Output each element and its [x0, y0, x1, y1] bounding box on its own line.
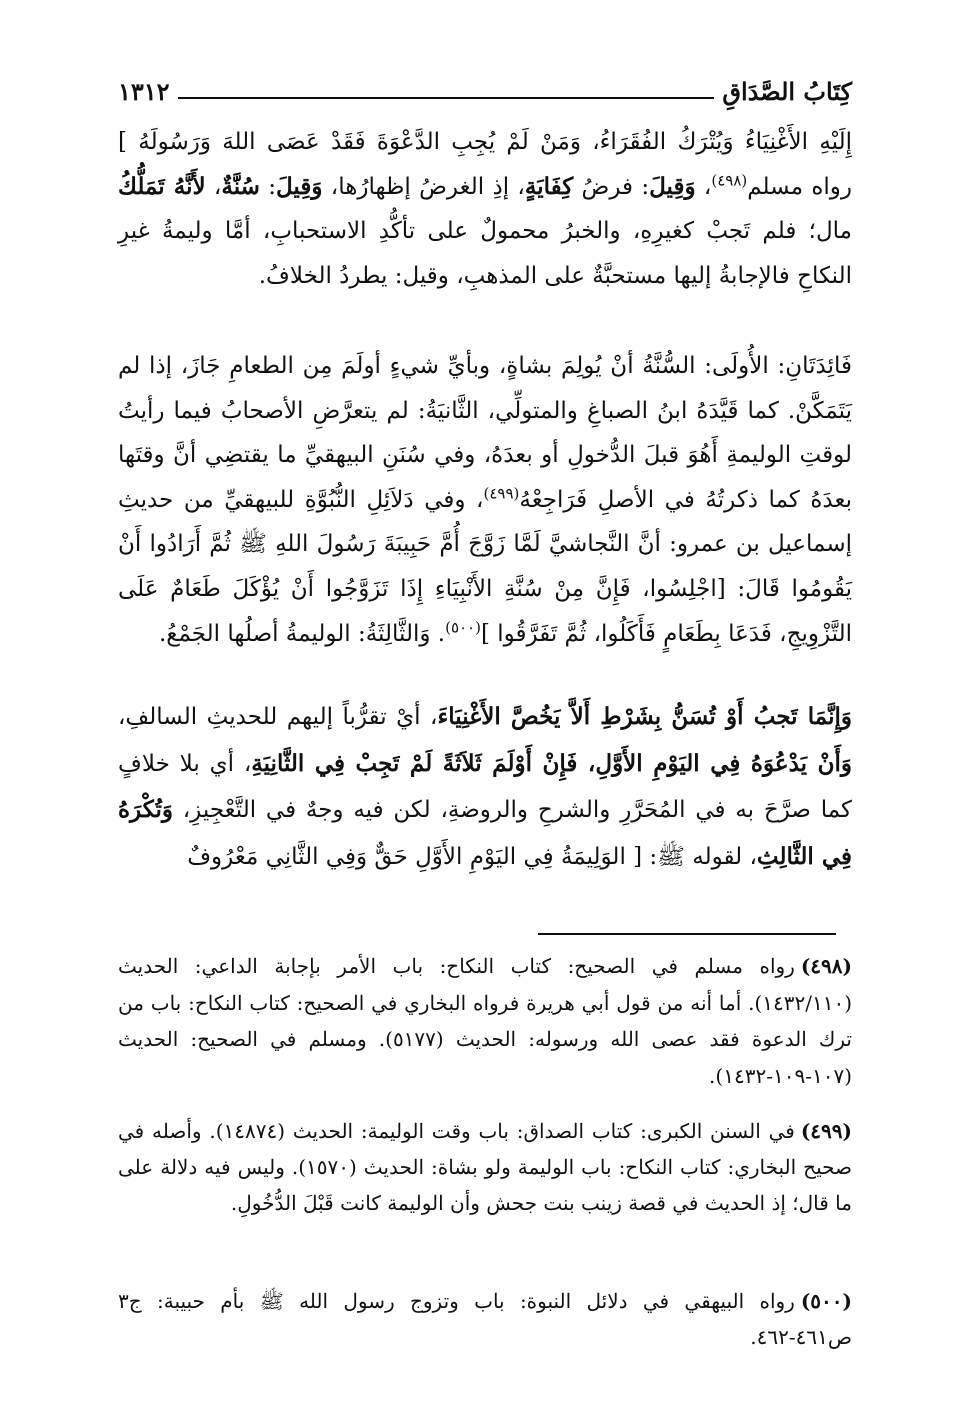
- matn-text: وَقِيلَ: [649, 172, 696, 200]
- matn-text: سُنَّةٌ: [221, 172, 260, 200]
- footnote-498: [118, 948, 852, 1094]
- commentary-text: ، لقوله ﷺ: [ الوَلِيمَةُ فِي اليَوْمِ الأَوَّلِ حَقٌّ وَفِي الثَّانِي مَعْرُوفٌ: [187, 843, 757, 870]
- commentary-text: . وَالثَّالِثَةُ: الوليمةُ أصلُها الجَمْعُ.: [158, 620, 446, 647]
- matn-text: وَإِنَّمَا تَجبُ أَوْ تُسَنُّ بِشَرْطِ أَلاَّ يَخُصَّ الأَغْنِيَاءَ: [437, 703, 852, 730]
- commentary-text: : فرضُ: [573, 173, 650, 200]
- commentary-text: فَائِدَتَانِ: الأُولَى: السُّنَّةُ أنْ يُولِمَ بشاةٍ، وبأيِّ شيءٍ أولَمَ مِن الطعامِ جَازَ، إذا لم يَتَمَكَّنْ. كما قَيَّدَهُ ابنُ الصباغِ والمتولِّي، الثَّانيَةُ: لم يتعرَّضِ الأصحابُ فيما رأيتُ لوقتِ الوليمةِ أَهُوَ قبلَ الدُّخولِ أو بعدَهُ، وفي سُنَنِ البيهقيِّ ما يقتضِي أنَّ وقتَها بعدَهُ كما ذكرتُهُ في الأصلِ فَرَاجِعْهُ: [118, 353, 852, 513]
- footnote-reference: (٤٩٩): [483, 484, 520, 503]
- running-header: [118, 66, 852, 106]
- footnote-reference: (٤٩٨): [711, 170, 748, 189]
- footnote-500: [118, 1283, 852, 1355]
- page-number: ١٣١٢: [118, 77, 170, 106]
- commentary-text: إِلَيْهِ الأَغْنِيَاءُ وَيُتْرَكُ الفُقَرَاءُ، وَمَنْ لَمْ يُجِبِ الدَّعْوَةَ فَقَدْ عَصَى اللهَ وَرَسُولَهُ ] رواه مسلم: [118, 129, 853, 200]
- footnote-number: (٤٩٨): [800, 954, 852, 978]
- commentary-text: ،: [695, 173, 712, 200]
- matn-text: لأَنَّهُ تَمَلُّكُ: [118, 172, 206, 200]
- commentary-text: ،: [205, 173, 222, 200]
- commentary-text: ، أي بلا خلافٍ كما صرَّحَ به في المُحَرَّرِ والشرحِ والروضةِ، لكن فيه وجهٌ في التَّعْجِيزِ،: [118, 750, 852, 823]
- footnote-separator: [538, 933, 836, 935]
- matn-text: كِفَايَةٍ: [524, 172, 574, 200]
- matn-text: وَأَنْ يَدْعُوَهُ فِي اليَوْمِ الأَوَّلِ، فَإِنْ أَوْلَمَ ثَلاَثَةً لَمْ تَجِبْ فِي الثَّانِيَةِ: [251, 749, 852, 777]
- footnote-text: في السنن الكبرى: كتاب الصداق: باب وقت الوليمة: الحديث (١٤٨٧٤). وأصله في صحيح البخاري: كتاب النكاح: باب الوليمة ولو بشاة: الحديث (١٥٧٠). وليس فيه دلالة على ما قال؛ إذ الحديث في قصة زينب بنت جحش وأن الوليمة كانت قَبْلَ الدُّخُولِ.: [118, 1119, 853, 1215]
- commentary-text: مال؛ فلم تَجبْ كغيرِهِ، والخبرُ محمولٌ على تأكُّدِ الاستحبابِ، أمَّا وليمةُ غيرِ النكاحِ فالإجابةُ إليها مستحبَّةٌ على المذهبِ، وقيل: يطردُ الخلافُ.: [118, 218, 852, 289]
- commentary-text: ، إذِ الغرضُ إظهارُها،: [322, 173, 525, 200]
- footnote-text: رواه البيهقي في دلائل النبوة: باب وتزوج رسول الله ﷺ بأم حبيبة: ج٣ ص٤٦١-٤٦٢.: [118, 1289, 852, 1349]
- commentary-text: ، أيْ تقرُّباً إليهم للحديثِ السالفِ،: [118, 704, 438, 730]
- commentary-text: :: [259, 173, 276, 200]
- paragraph-2: [118, 344, 852, 656]
- commentary-text: ، وفي دَلاَئِلِ النُّبُوَّةِ للبيهقيِّ من حديثِ إسماعيل بن عمرو: أنَّ النَّجاشيَّ لَمَّا زَوَّجَ أُمَّ حَبِيبَةَ رَسُولَ اللهِ ﷺ ثُمَّ أَرَادُوا أَنْ يَقُومُوا قَالَ: [اجْلِسُوا، فَإِنَّ مِنْ سُنَّةِ الأَنْبِيَاءِ إِذَا تَزَوَّجُوا أَنْ يُؤْكَلَ طَعَامٌ عَلَى التَّزْوِيجِ، فَدَعَا بِطَعَامٍ فَأَكَلُوا، ثُمَّ تَفَرَّقُوا ]: [118, 486, 852, 647]
- matn-text: وَقِيلَ: [276, 172, 323, 200]
- footnote-text: رواه مسلم في الصحيح: كتاب النكاح: باب الأمر بإجابة الداعي: الحديث (١٤٣٢/١١٠). أما أنه من قول أبي هريرة فرواه البخاري في الصحيح: كتاب النكاح: باب من ترك الدعوة فقد عصى الله ورسوله: الحديث (٥١٧٧). ومسلم في الصحيح: الحديث (١٠٧-١٠٩-١٤٣٢).: [118, 954, 852, 1088]
- footnote-499: [118, 1113, 852, 1221]
- footnote-number: (٤٩٩): [800, 1119, 852, 1143]
- paragraph-1: [118, 120, 852, 298]
- header-rule: [178, 97, 715, 99]
- chapter-title: كِتَابُ الصَّدَاقِ: [722, 77, 852, 106]
- footnote-number: (٥٠٠): [800, 1289, 852, 1313]
- footnote-reference: (٥٠٠): [445, 617, 481, 636]
- paragraph-3: [118, 694, 852, 880]
- matn-text: وَتُكْرَهُ فِي الثَّالِثِ: [118, 796, 852, 870]
